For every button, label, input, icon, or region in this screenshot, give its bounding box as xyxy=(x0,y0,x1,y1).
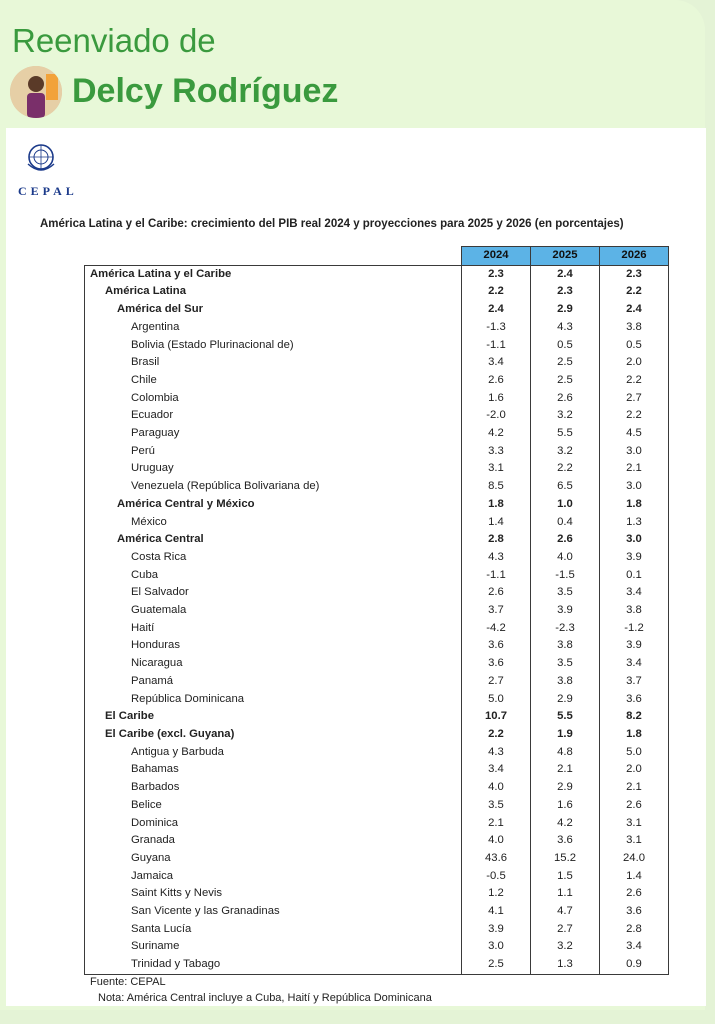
row-value-2026: 1.8 xyxy=(600,726,669,744)
row-value-2024: 5.0 xyxy=(462,691,531,709)
row-value-2025: 3.2 xyxy=(531,407,600,425)
row-value-2024: 3.9 xyxy=(462,921,531,939)
row-value-2024: 2.4 xyxy=(462,301,531,319)
table-row xyxy=(85,726,669,744)
header-blank-cell xyxy=(85,247,462,266)
row-value-2026: 2.0 xyxy=(600,761,669,779)
table-row xyxy=(85,514,669,532)
row-value-2026: 3.8 xyxy=(600,319,669,337)
table-title: América Latina y el Caribe: crecimiento del PIB real 2024 y proyecciones para 2025 y 2026 (en porcentajes) xyxy=(40,218,624,230)
row-value-2024: 2.8 xyxy=(462,531,531,549)
forwarded-label: Reenviado de xyxy=(12,22,216,59)
row-value-2025: 5.5 xyxy=(531,425,600,443)
row-label: Colombia xyxy=(85,390,462,408)
table-row xyxy=(85,885,669,903)
table-source: Fuente: CEPAL xyxy=(90,976,166,988)
row-value-2025: 2.1 xyxy=(531,761,600,779)
row-value-2026: 2.1 xyxy=(600,460,669,478)
row-value-2025: 2.9 xyxy=(531,691,600,709)
row-value-2026: 24.0 xyxy=(600,850,669,868)
row-value-2024: 4.0 xyxy=(462,779,531,797)
row-value-2026: 3.1 xyxy=(600,815,669,833)
row-value-2024: 3.4 xyxy=(462,354,531,372)
row-value-2026: 1.4 xyxy=(600,868,669,886)
row-label: Guatemala xyxy=(85,602,462,620)
row-value-2024: 4.2 xyxy=(462,425,531,443)
row-value-2025: 2.5 xyxy=(531,354,600,372)
row-value-2024: 4.3 xyxy=(462,744,531,762)
table-row xyxy=(85,531,669,549)
row-value-2024: 3.7 xyxy=(462,602,531,620)
table-header-row xyxy=(85,247,669,266)
header-year-2024: 2024 xyxy=(462,247,531,266)
row-label: San Vicente y las Granadinas xyxy=(85,903,462,921)
row-value-2024: -4.2 xyxy=(462,620,531,638)
row-value-2026: 2.4 xyxy=(600,301,669,319)
row-value-2025: 2.6 xyxy=(531,531,600,549)
row-label: Paraguay xyxy=(85,425,462,443)
table-row xyxy=(85,779,669,797)
table-row xyxy=(85,832,669,850)
table-row xyxy=(85,744,669,762)
row-value-2024: 2.2 xyxy=(462,283,531,301)
row-value-2026: 3.0 xyxy=(600,531,669,549)
row-value-2025: 2.9 xyxy=(531,779,600,797)
row-value-2024: 3.3 xyxy=(462,443,531,461)
row-value-2024: 2.6 xyxy=(462,584,531,602)
row-label: República Dominicana xyxy=(85,691,462,709)
sender-avatar[interactable] xyxy=(10,66,62,118)
row-label: México xyxy=(85,514,462,532)
row-value-2024: 1.2 xyxy=(462,885,531,903)
row-value-2026: 2.1 xyxy=(600,779,669,797)
row-value-2025: 3.9 xyxy=(531,602,600,620)
row-label: Brasil xyxy=(85,354,462,372)
row-value-2025: 2.9 xyxy=(531,301,600,319)
row-value-2025: 2.6 xyxy=(531,390,600,408)
table-row xyxy=(85,673,669,691)
table-row xyxy=(85,337,669,355)
table-row xyxy=(85,655,669,673)
row-value-2025: 4.0 xyxy=(531,549,600,567)
table-row xyxy=(85,938,669,956)
forwarded-document-image[interactable] xyxy=(6,128,706,1006)
row-value-2024: 2.2 xyxy=(462,726,531,744)
row-value-2024: 3.0 xyxy=(462,938,531,956)
row-label: Bahamas xyxy=(85,761,462,779)
row-value-2024: 3.4 xyxy=(462,761,531,779)
header-year-2025: 2025 xyxy=(531,247,600,266)
row-label: Santa Lucía xyxy=(85,921,462,939)
row-value-2025: 1.0 xyxy=(531,496,600,514)
row-value-2026: 3.4 xyxy=(600,938,669,956)
row-value-2026: 1.8 xyxy=(600,496,669,514)
row-value-2026: 3.9 xyxy=(600,637,669,655)
row-value-2025: 3.5 xyxy=(531,584,600,602)
row-label: Barbados xyxy=(85,779,462,797)
table-row xyxy=(85,797,669,815)
row-label: Panamá xyxy=(85,673,462,691)
row-value-2025: 3.5 xyxy=(531,655,600,673)
row-value-2024: -1.3 xyxy=(462,319,531,337)
cepal-logo: CEPAL xyxy=(18,184,78,198)
row-value-2025: 1.9 xyxy=(531,726,600,744)
row-label: Nicaragua xyxy=(85,655,462,673)
table-row xyxy=(85,425,669,443)
row-value-2024: 4.1 xyxy=(462,903,531,921)
row-value-2025: 4.2 xyxy=(531,815,600,833)
table-row xyxy=(85,265,669,283)
row-value-2026: 2.7 xyxy=(600,390,669,408)
row-label: Chile xyxy=(85,372,462,390)
row-value-2025: 2.7 xyxy=(531,921,600,939)
row-value-2026: 2.2 xyxy=(600,372,669,390)
row-label: Honduras xyxy=(85,637,462,655)
row-value-2026: 4.5 xyxy=(600,425,669,443)
row-label: Haití xyxy=(85,620,462,638)
row-value-2024: 1.6 xyxy=(462,390,531,408)
row-value-2026: 2.6 xyxy=(600,797,669,815)
row-value-2026: 8.2 xyxy=(600,708,669,726)
row-value-2024: 4.3 xyxy=(462,549,531,567)
row-value-2026: 3.1 xyxy=(600,832,669,850)
row-value-2025: 3.8 xyxy=(531,673,600,691)
row-value-2025: 2.5 xyxy=(531,372,600,390)
row-value-2025: 2.4 xyxy=(531,265,600,283)
row-label: Venezuela (República Bolivariana de) xyxy=(85,478,462,496)
row-value-2025: 2.2 xyxy=(531,460,600,478)
row-value-2026: -1.2 xyxy=(600,620,669,638)
table-row xyxy=(85,584,669,602)
row-label: América Central xyxy=(85,531,462,549)
row-value-2025: 15.2 xyxy=(531,850,600,868)
row-label: Granada xyxy=(85,832,462,850)
table-row xyxy=(85,301,669,319)
row-value-2024: -2.0 xyxy=(462,407,531,425)
row-label: Ecuador xyxy=(85,407,462,425)
row-label: Perú xyxy=(85,443,462,461)
row-value-2025: 1.3 xyxy=(531,956,600,974)
row-value-2024: 3.6 xyxy=(462,637,531,655)
table-row xyxy=(85,921,669,939)
row-value-2025: 4.8 xyxy=(531,744,600,762)
row-label: Cuba xyxy=(85,567,462,585)
row-value-2024: -1.1 xyxy=(462,567,531,585)
row-value-2025: 4.3 xyxy=(531,319,600,337)
table-row xyxy=(85,761,669,779)
row-label: Argentina xyxy=(85,319,462,337)
row-value-2024: 2.3 xyxy=(462,265,531,283)
gdp-table xyxy=(84,246,669,975)
row-value-2024: 10.7 xyxy=(462,708,531,726)
row-value-2024: 43.6 xyxy=(462,850,531,868)
row-value-2026: 5.0 xyxy=(600,744,669,762)
row-value-2026: 3.6 xyxy=(600,691,669,709)
row-value-2025: 4.7 xyxy=(531,903,600,921)
row-value-2025: 3.8 xyxy=(531,637,600,655)
row-label: América del Sur xyxy=(85,301,462,319)
row-value-2025: 3.2 xyxy=(531,443,600,461)
table-row xyxy=(85,956,669,974)
table-row xyxy=(85,637,669,655)
table-row xyxy=(85,478,669,496)
table-row xyxy=(85,815,669,833)
row-label: Jamaica xyxy=(85,868,462,886)
row-value-2026: 2.2 xyxy=(600,407,669,425)
un-emblem-icon xyxy=(22,140,60,178)
row-value-2024: 2.1 xyxy=(462,815,531,833)
row-label: Costa Rica xyxy=(85,549,462,567)
row-label: Bolivia (Estado Plurinacional de) xyxy=(85,337,462,355)
row-value-2026: 2.8 xyxy=(600,921,669,939)
row-value-2024: 2.7 xyxy=(462,673,531,691)
row-value-2025: -2.3 xyxy=(531,620,600,638)
row-value-2026: 3.9 xyxy=(600,549,669,567)
row-value-2025: 0.4 xyxy=(531,514,600,532)
row-value-2025: 1.1 xyxy=(531,885,600,903)
row-label: Antigua y Barbuda xyxy=(85,744,462,762)
table-row xyxy=(85,549,669,567)
row-label: El Caribe (excl. Guyana) xyxy=(85,726,462,744)
table-note: Nota: América Central incluye a Cuba, Haití y República Dominicana xyxy=(98,992,432,1004)
row-value-2024: 1.4 xyxy=(462,514,531,532)
table-row xyxy=(85,283,669,301)
row-label: El Salvador xyxy=(85,584,462,602)
table-row xyxy=(85,850,669,868)
table-row xyxy=(85,460,669,478)
row-value-2025: 2.3 xyxy=(531,283,600,301)
row-value-2024: -0.5 xyxy=(462,868,531,886)
row-value-2026: 0.5 xyxy=(600,337,669,355)
row-value-2026: 2.3 xyxy=(600,265,669,283)
row-value-2026: 2.0 xyxy=(600,354,669,372)
row-value-2024: 3.5 xyxy=(462,797,531,815)
row-value-2025: 5.5 xyxy=(531,708,600,726)
table-row xyxy=(85,620,669,638)
row-label: Suriname xyxy=(85,938,462,956)
row-label: Trinidad y Tabago xyxy=(85,956,462,974)
row-value-2026: 3.6 xyxy=(600,903,669,921)
table-row xyxy=(85,691,669,709)
table-row xyxy=(85,372,669,390)
row-label: El Caribe xyxy=(85,708,462,726)
row-label: América Central y México xyxy=(85,496,462,514)
row-value-2025: 3.2 xyxy=(531,938,600,956)
table-body xyxy=(85,265,669,974)
row-value-2026: 2.6 xyxy=(600,885,669,903)
row-value-2024: 4.0 xyxy=(462,832,531,850)
row-value-2026: 3.0 xyxy=(600,443,669,461)
row-value-2026: 2.2 xyxy=(600,283,669,301)
row-label: Uruguay xyxy=(85,460,462,478)
table-row xyxy=(85,496,669,514)
row-value-2025: 0.5 xyxy=(531,337,600,355)
table-row xyxy=(85,868,669,886)
row-label: América Latina y el Caribe xyxy=(85,265,462,283)
table-row xyxy=(85,319,669,337)
row-value-2025: 3.6 xyxy=(531,832,600,850)
row-value-2026: 1.3 xyxy=(600,514,669,532)
forwarded-sender-name[interactable]: Delcy Rodríguez xyxy=(72,72,339,110)
table-row xyxy=(85,443,669,461)
row-value-2024: -1.1 xyxy=(462,337,531,355)
row-value-2024: 8.5 xyxy=(462,478,531,496)
row-value-2026: 3.7 xyxy=(600,673,669,691)
row-value-2024: 3.6 xyxy=(462,655,531,673)
row-value-2026: 3.4 xyxy=(600,655,669,673)
row-value-2026: 0.9 xyxy=(600,956,669,974)
row-value-2026: 3.8 xyxy=(600,602,669,620)
table-row xyxy=(85,390,669,408)
row-value-2025: -1.5 xyxy=(531,567,600,585)
table-row xyxy=(85,903,669,921)
header-year-2026: 2026 xyxy=(600,247,669,266)
row-value-2026: 3.4 xyxy=(600,584,669,602)
row-value-2026: 3.0 xyxy=(600,478,669,496)
row-label: Saint Kitts y Nevis xyxy=(85,885,462,903)
row-label: Belice xyxy=(85,797,462,815)
row-label: Dominica xyxy=(85,815,462,833)
row-value-2024: 2.6 xyxy=(462,372,531,390)
table-row xyxy=(85,354,669,372)
row-value-2024: 3.1 xyxy=(462,460,531,478)
row-value-2025: 1.5 xyxy=(531,868,600,886)
table-row xyxy=(85,602,669,620)
row-value-2024: 2.5 xyxy=(462,956,531,974)
row-value-2026: 0.1 xyxy=(600,567,669,585)
row-value-2025: 6.5 xyxy=(531,478,600,496)
row-label: Guyana xyxy=(85,850,462,868)
row-label: América Latina xyxy=(85,283,462,301)
table-row xyxy=(85,567,669,585)
table-row xyxy=(85,407,669,425)
row-value-2024: 1.8 xyxy=(462,496,531,514)
row-value-2025: 1.6 xyxy=(531,797,600,815)
table-row xyxy=(85,708,669,726)
